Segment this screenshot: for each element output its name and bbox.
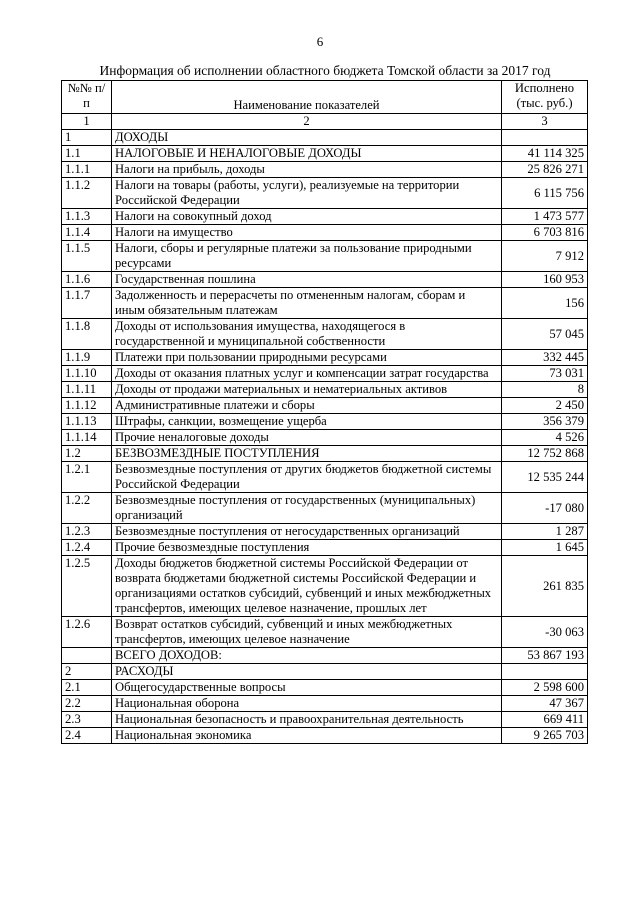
row-code: [62, 648, 112, 664]
table-row: [62, 680, 588, 696]
table-row: [62, 146, 588, 162]
row-name: Национальная экономика: [112, 728, 502, 744]
row-value: 1 645: [502, 540, 588, 556]
row-value: 2 598 600: [502, 680, 588, 696]
row-code: 1.2.4: [62, 540, 112, 556]
table-row: [62, 728, 588, 744]
row-value: 261 835: [502, 556, 588, 617]
row-code: 1.2.5: [62, 556, 112, 617]
row-name: Безвозмездные поступления от негосударственных организаций: [112, 524, 502, 540]
row-name: Безвозмездные поступления от государственных (муниципальных) организаций: [112, 493, 502, 524]
row-name: Налоги, сборы и регулярные платежи за пользование природными ресурсами: [112, 241, 502, 272]
row-value: [502, 664, 588, 680]
column-numbers-row: [62, 114, 588, 130]
row-value: 12 752 868: [502, 446, 588, 462]
header-code: №№ п/п: [62, 81, 112, 114]
row-code: 1.1.12: [62, 398, 112, 414]
row-value: 9 265 703: [502, 728, 588, 744]
row-value: 160 953: [502, 272, 588, 288]
row-name: РАСХОДЫ: [112, 664, 502, 680]
table-row: [62, 225, 588, 241]
table-row: [62, 319, 588, 350]
row-value: [502, 130, 588, 146]
table-row: [62, 288, 588, 319]
row-value: 1 287: [502, 524, 588, 540]
row-name: Штрафы, санкции, возмещение ущерба: [112, 414, 502, 430]
table-row: [62, 462, 588, 493]
row-value: 47 367: [502, 696, 588, 712]
row-value: -17 080: [502, 493, 588, 524]
column-number: 1: [62, 114, 112, 130]
row-name: Доходы от использования имущества, находящегося в государственной и муниципальной собственности: [112, 319, 502, 350]
row-name: Налоги на имущество: [112, 225, 502, 241]
table-row: [62, 162, 588, 178]
table-row: [62, 493, 588, 524]
row-value: 669 411: [502, 712, 588, 728]
table-row: [62, 696, 588, 712]
table-row: [62, 272, 588, 288]
table-row: [62, 540, 588, 556]
row-name: Национальная безопасность и правоохранительная деятельность: [112, 712, 502, 728]
table-row: [62, 446, 588, 462]
table-row: [62, 241, 588, 272]
row-code: 1.1.2: [62, 178, 112, 209]
row-code: 1.2.3: [62, 524, 112, 540]
table-row: [62, 178, 588, 209]
row-name: Национальная оборона: [112, 696, 502, 712]
table-row: [62, 617, 588, 648]
row-code: 1.1.14: [62, 430, 112, 446]
table-row: [62, 648, 588, 664]
row-value: 6 703 816: [502, 225, 588, 241]
table-row: [62, 366, 588, 382]
row-value: 2 450: [502, 398, 588, 414]
row-code: 1.1.1: [62, 162, 112, 178]
row-name: Задолженность и перерасчеты по отмененным налогам, сборам и иным обязательным платежам: [112, 288, 502, 319]
table-row: [62, 350, 588, 366]
row-code: 1.1.3: [62, 209, 112, 225]
column-number: 3: [502, 114, 588, 130]
document-title: Информация об исполнении областного бюджета Томской области за 2017 год: [99, 63, 551, 78]
row-value: 8: [502, 382, 588, 398]
row-name: НАЛОГОВЫЕ И НЕНАЛОГОВЫЕ ДОХОДЫ: [112, 146, 502, 162]
row-name: ВСЕГО ДОХОДОВ:: [112, 648, 502, 664]
row-value: 156: [502, 288, 588, 319]
row-value: 1 473 577: [502, 209, 588, 225]
row-code: 1.2.6: [62, 617, 112, 648]
row-name: Платежи при пользовании природными ресурсами: [112, 350, 502, 366]
table-row: [62, 430, 588, 446]
table-row: [62, 556, 588, 617]
row-value: 4 526: [502, 430, 588, 446]
row-code: 1: [62, 130, 112, 146]
row-value: 73 031: [502, 366, 588, 382]
row-code: 1.2.2: [62, 493, 112, 524]
row-value: 6 115 756: [502, 178, 588, 209]
row-value: 356 379: [502, 414, 588, 430]
row-value: 7 912: [502, 241, 588, 272]
row-code: 2.2: [62, 696, 112, 712]
row-name: Прочие неналоговые доходы: [112, 430, 502, 446]
row-value: 41 114 325: [502, 146, 588, 162]
row-code: 1.1.11: [62, 382, 112, 398]
row-name: Налоги на прибыль, доходы: [112, 162, 502, 178]
row-name: Безвозмездные поступления от других бюджетов бюджетной системы Российской Федерации: [112, 462, 502, 493]
row-code: 2: [62, 664, 112, 680]
row-code: 1.1.6: [62, 272, 112, 288]
page-number: 6: [316, 34, 324, 49]
table-row: [62, 382, 588, 398]
row-name: Государственная пошлина: [112, 272, 502, 288]
row-value: 53 867 193: [502, 648, 588, 664]
table-row: [62, 414, 588, 430]
table-row: [62, 524, 588, 540]
row-code: 1.1: [62, 146, 112, 162]
table-header-row: [62, 81, 588, 114]
row-code: 1.1.13: [62, 414, 112, 430]
row-value: 25 826 271: [502, 162, 588, 178]
row-name: БЕЗВОЗМЕЗДНЫЕ ПОСТУПЛЕНИЯ: [112, 446, 502, 462]
table-row: [62, 664, 588, 680]
table-row: [62, 209, 588, 225]
row-code: 1.2.1: [62, 462, 112, 493]
row-code: 2.1: [62, 680, 112, 696]
row-code: 1.1.5: [62, 241, 112, 272]
row-name: Налоги на совокупный доход: [112, 209, 502, 225]
row-name: Административные платежи и сборы: [112, 398, 502, 414]
header-name: Наименование показателей: [112, 81, 502, 114]
row-name: Доходы от оказания платных услуг и компенсации затрат государства: [112, 366, 502, 382]
row-code: 1.1.4: [62, 225, 112, 241]
row-value: 57 045: [502, 319, 588, 350]
table-row: [62, 712, 588, 728]
row-name: Общегосударственные вопросы: [112, 680, 502, 696]
column-number: 2: [112, 114, 502, 130]
row-code: 2.4: [62, 728, 112, 744]
row-code: 2.3: [62, 712, 112, 728]
row-code: 1.1.9: [62, 350, 112, 366]
row-name: Доходы бюджетов бюджетной системы Российской Федерации от возврата бюджетами бюджетной системы Российской Федерации и организациями остатков субсидий, субвенций и иных межбюджетных трансфертов, имеющих целевое назначение, прошлых лет: [112, 556, 502, 617]
header-value: Исполнено (тыс. руб.): [502, 81, 588, 114]
row-value: 12 535 244: [502, 462, 588, 493]
row-code: 1.1.8: [62, 319, 112, 350]
row-name: Налоги на товары (работы, услуги), реализуемые на территории Российской Федерации: [112, 178, 502, 209]
row-name: Возврат остатков субсидий, субвенций и иных межбюджетных трансфертов, имеющих целевое назначение: [112, 617, 502, 648]
budget-table: [61, 80, 588, 744]
row-name: Прочие безвозмездные поступления: [112, 540, 502, 556]
row-name: ДОХОДЫ: [112, 130, 502, 146]
row-value: -30 063: [502, 617, 588, 648]
row-code: 1.1.10: [62, 366, 112, 382]
row-code: 1.2: [62, 446, 112, 462]
row-name: Доходы от продажи материальных и нематериальных активов: [112, 382, 502, 398]
row-value: 332 445: [502, 350, 588, 366]
row-code: 1.1.7: [62, 288, 112, 319]
table-row: [62, 398, 588, 414]
table-row: [62, 130, 588, 146]
